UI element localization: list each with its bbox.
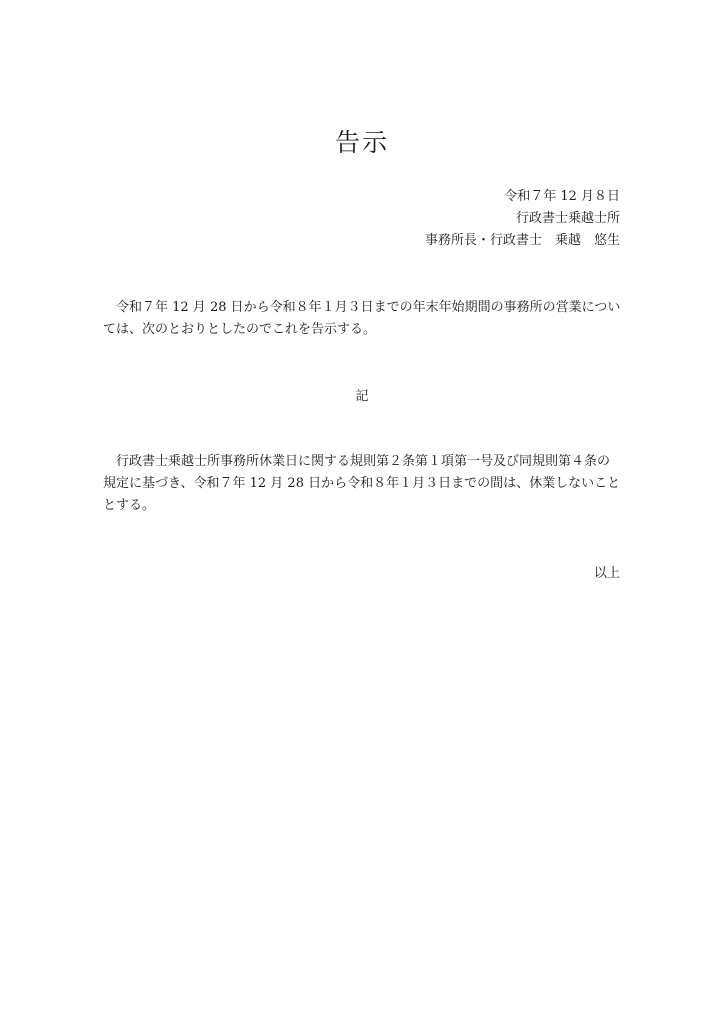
closing-mark: 以上 bbox=[593, 566, 620, 581]
issuer-block bbox=[425, 186, 620, 252]
intro-paragraph: 令和７年 12 月 28 日から令和８年１月３日までの年末年始期間の事務所の営業については、次のとおりとしたのでこれを告示する。 bbox=[103, 300, 621, 337]
issue-date: 令和７年 12 月８日 bbox=[504, 189, 620, 204]
ki-heading: 記 bbox=[355, 389, 369, 404]
document-title: 告示 bbox=[334, 128, 389, 157]
body-paragraph: 行政書士乗越士所事務所休業日に関する規則第２条第１項第一号及び同規則第４条の規定に基づき、令和７年 12 月 28 日から令和８年１月３日までの間は、休業しないこととする。 bbox=[103, 454, 621, 513]
office-name: 行政書士乗越士所 bbox=[515, 211, 620, 226]
representative-name: 事務所長・行政書士 乗越 悠生 bbox=[424, 233, 620, 248]
